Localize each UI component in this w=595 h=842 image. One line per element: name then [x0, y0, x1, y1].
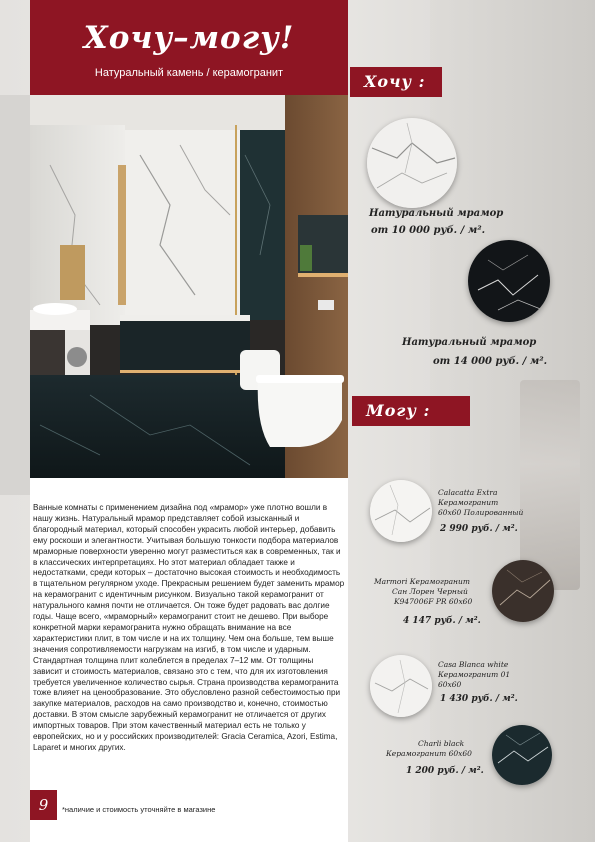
can-item-2-price: 4 147 руб. / м². — [403, 616, 481, 626]
background-towel — [520, 380, 580, 590]
want-item-2-name: Натуральный мрамор — [402, 337, 537, 348]
want-item-1-name: Натуральный мрамор — [369, 208, 504, 219]
page-number: 9 — [30, 790, 57, 820]
can-item-4-price: 1 200 руб. / м². — [406, 766, 484, 776]
casa-blanca-swatch — [370, 655, 432, 717]
can-item-2-line1: Marmori Керамогранит — [374, 577, 470, 586]
header-banner — [30, 0, 348, 95]
white-marble-swatch — [367, 118, 457, 208]
can-item-2-line3: K947006F PR 60x60 — [394, 597, 473, 606]
article-body — [33, 503, 345, 754]
page-title: Хочу–могу! — [83, 20, 295, 56]
want-item-1-price: от 10 000 руб. / м². — [371, 225, 486, 236]
san-laurent-swatch — [492, 560, 554, 622]
can-item-3-price: 1 430 руб. / м². — [440, 694, 518, 704]
can-item-1-line2: Керамогранит — [438, 498, 499, 507]
can-item-3-line1: Casa Blanca white — [438, 660, 509, 669]
background-shelf — [0, 95, 30, 495]
calacatta-swatch — [370, 480, 432, 542]
charli-black-swatch — [492, 725, 552, 785]
can-item-4-line1: Charli black — [418, 739, 465, 748]
footnote: *наличие и стоимость уточняйте в магазине — [62, 805, 216, 814]
can-item-1-price: 2 990 руб. / м². — [440, 524, 518, 534]
bathroom-photo — [30, 95, 348, 478]
can-item-4-line2: Керамогранит 60x60 — [386, 749, 472, 758]
can-item-1-line3: 60x60 Полированный — [438, 508, 524, 517]
can-tag: Могу : — [352, 396, 470, 426]
can-item-1-line1: Calacatta Extra — [438, 488, 498, 497]
article-paragraph: Ванные комнаты с применением дизайна под «мрамор» уже плотно вошли в нашу жизнь. Натуральный мрамор представляет собой изысканный и благородный материал, который способен украсить любой интерьер, добавить ему роскоши и элегантности. Учитывая большую тонкости подбора материалов мраморные поверхности уверенно могут разместиться как в современных, так и в классических интерпретациях. Но этот материал обладает также и недостатками, среди которых – достаточно высокая стоимость и необходимость в тщательном регулярном уходе. Прекрасным решением будет заменить мрамор на керамогранит с идентичным рисунком. Визуально такой керамогранит от натурального камня почти не отличается. Он тоже будет радовать вас долгие годы. Чаще всего, «мраморный» керамогранит стоит не дешево. При выборе конкретной марки керамогранита нужно обращать внимание на все характеристики плит, в том числе и на их толщину. Чем она больше, тем выше значения сопротивляемости нагрузкам на изгиб, в том числе и ударным. Стандартная толщина плит колеблется в пределах 7–12 мм. От толщины зависит и стоимость материалов, связано это с тем, что для их изготовления требуется увеличенное количество сырья. Страна производства керамогранита тоже влияет на ценообразование. Это обусловлено разной себестоимостью при закупке материалов, расходов на само производство и, конечно, стоимостью доставки. В этом смысле зарубежный керамогранит не отличается от других импортных товаров. При этом качественный материал есть не только у европейских, но и у российских производителей: Gracia Ceramica, Azori, Estima, Laparet и многих других. — [33, 503, 345, 752]
can-item-2-line2: Сан Лорен Черный — [392, 587, 468, 596]
want-tag: Хочу : — [350, 67, 442, 97]
page-subtitle: Натуральный камень / керамогранит — [94, 67, 284, 79]
can-item-3-line2: Керамогранит 01 — [438, 670, 511, 679]
can-item-3-line3: 60x60 — [438, 680, 462, 689]
black-marble-swatch — [468, 240, 550, 322]
want-item-2-price: от 14 000 руб. / м². — [433, 356, 548, 367]
